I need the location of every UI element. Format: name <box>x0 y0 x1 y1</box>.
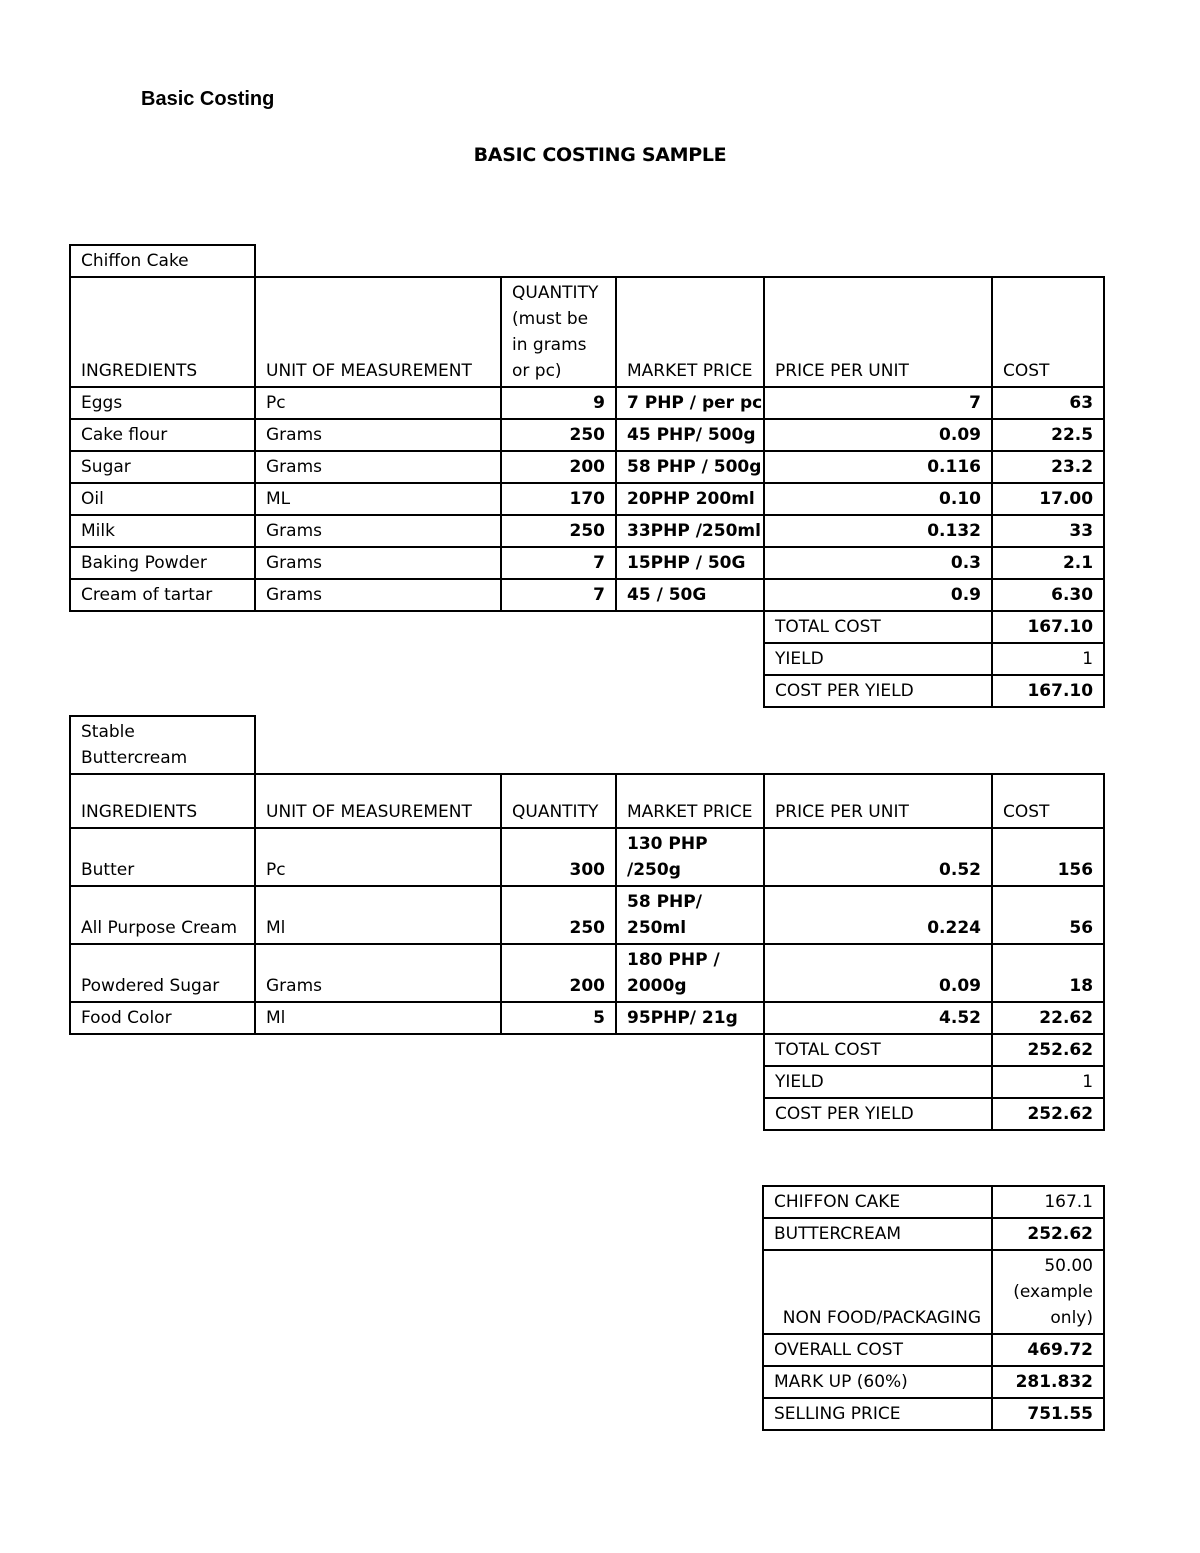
summary-row <box>70 611 1104 643</box>
quantity-cell: 300 <box>501 828 616 886</box>
header-row <box>70 277 1104 387</box>
unit-cell: ML <box>255 483 501 515</box>
cost-cell: 56 <box>992 886 1104 944</box>
overall-label: MARK UP (60%) <box>763 1366 992 1398</box>
summary-label: YIELD <box>764 643 992 675</box>
overall-value: 751.55 <box>992 1398 1104 1430</box>
cost-cell: 6.30 <box>992 579 1104 611</box>
ingredient-cell: Food Color <box>70 1002 255 1034</box>
summary-row <box>70 1066 1104 1098</box>
unit-cell: Grams <box>255 579 501 611</box>
price-per-unit-cell: 0.52 <box>764 828 992 886</box>
quantity-cell: 250 <box>501 515 616 547</box>
table-row <box>70 515 1104 547</box>
quantity-cell: 200 <box>501 944 616 1002</box>
summary-row <box>70 1034 1104 1066</box>
quantity-cell: 170 <box>501 483 616 515</box>
overall-value: 281.832 <box>992 1366 1104 1398</box>
quantity-cell: 200 <box>501 451 616 483</box>
cost-cell: 17.00 <box>992 483 1104 515</box>
unit-cell: Ml <box>255 1002 501 1034</box>
ingredient-cell: Sugar <box>70 451 255 483</box>
unit-cell: Grams <box>255 515 501 547</box>
quantity-cell: 7 <box>501 579 616 611</box>
recipe-name: Stable Buttercream <box>70 716 255 774</box>
summary-value: 1 <box>992 643 1104 675</box>
price-per-unit-cell: 0.116 <box>764 451 992 483</box>
ingredient-cell: Cream of tartar <box>70 579 255 611</box>
overall-label: NON FOOD/PACKAGING <box>763 1250 992 1334</box>
quantity-cell: 7 <box>501 547 616 579</box>
summary-value: 167.10 <box>992 675 1104 707</box>
table-row <box>70 387 1104 419</box>
quantity-cell: 250 <box>501 419 616 451</box>
table-row <box>70 828 1104 886</box>
overall-row <box>763 1250 1104 1334</box>
overall-value: 469.72 <box>992 1334 1104 1366</box>
quantity-cell: 250 <box>501 886 616 944</box>
recipe-name-row <box>70 245 1104 277</box>
table-row <box>70 419 1104 451</box>
summary-label: TOTAL COST <box>764 1034 992 1066</box>
cost-cell: 33 <box>992 515 1104 547</box>
header-row <box>70 774 1104 828</box>
overall-row <box>763 1218 1104 1250</box>
recipe-name: Chiffon Cake <box>70 245 255 277</box>
cost-cell: 22.5 <box>992 419 1104 451</box>
overall-value: 167.1 <box>992 1186 1104 1218</box>
cost-cell: 63 <box>992 387 1104 419</box>
ingredient-cell: Milk <box>70 515 255 547</box>
unit-cell: Grams <box>255 547 501 579</box>
table-row <box>70 886 1104 944</box>
ingredient-cell: Eggs <box>70 387 255 419</box>
header-cost: COST <box>992 774 1104 828</box>
header-cost: COST <box>992 277 1104 387</box>
summary-value: 252.62 <box>992 1098 1104 1130</box>
ingredient-cell: Oil <box>70 483 255 515</box>
ingredient-cell: Baking Powder <box>70 547 255 579</box>
overall-row <box>763 1334 1104 1366</box>
price-per-unit-cell: 4.52 <box>764 1002 992 1034</box>
summary-value: 167.10 <box>992 611 1104 643</box>
cost-cell: 2.1 <box>992 547 1104 579</box>
unit-cell: Ml <box>255 886 501 944</box>
ingredient-cell: Powdered Sugar <box>70 944 255 1002</box>
header-price-per-unit: PRICE PER UNIT <box>764 277 992 387</box>
recipe-name-row <box>70 716 1104 774</box>
document-title: BASIC COSTING SAMPLE <box>473 144 727 166</box>
overall-summary-table <box>762 1185 1105 1431</box>
unit-cell: Pc <box>255 828 501 886</box>
market-price-cell: 7 PHP / per pc <box>616 387 764 419</box>
table-row <box>70 451 1104 483</box>
market-price-cell: 130 PHP /250g <box>616 828 764 886</box>
table-row <box>70 1002 1104 1034</box>
chiffon-cake-table <box>69 244 1105 708</box>
overall-value: 50.00 (example only) <box>992 1250 1104 1334</box>
table-row <box>70 944 1104 1002</box>
quantity-cell: 9 <box>501 387 616 419</box>
market-price-cell: 58 PHP/ 250ml <box>616 886 764 944</box>
ingredient-cell: All Purpose Cream <box>70 886 255 944</box>
summary-row <box>70 643 1104 675</box>
overall-row <box>763 1366 1104 1398</box>
summary-label: COST PER YIELD <box>764 675 992 707</box>
market-price-cell: 33PHP /250ml <box>616 515 764 547</box>
cost-cell: 22.62 <box>992 1002 1104 1034</box>
overall-label: OVERALL COST <box>763 1334 992 1366</box>
price-per-unit-cell: 0.09 <box>764 944 992 1002</box>
summary-row <box>70 1098 1104 1130</box>
market-price-cell: 45 PHP/ 500g <box>616 419 764 451</box>
cost-cell: 18 <box>992 944 1104 1002</box>
header-quantity: QUANTITY <box>501 774 616 828</box>
overall-label: BUTTERCREAM <box>763 1218 992 1250</box>
header-unit: UNIT OF MEASUREMENT <box>255 277 501 387</box>
table-row <box>70 547 1104 579</box>
market-price-cell: 95PHP/ 21g <box>616 1002 764 1034</box>
summary-value: 252.62 <box>992 1034 1104 1066</box>
summary-label: COST PER YIELD <box>764 1098 992 1130</box>
unit-cell: Grams <box>255 419 501 451</box>
header-price-per-unit: PRICE PER UNIT <box>764 774 992 828</box>
overall-label: SELLING PRICE <box>763 1398 992 1430</box>
market-price-cell: 180 PHP / 2000g <box>616 944 764 1002</box>
header-ingredients: INGREDIENTS <box>70 774 255 828</box>
price-per-unit-cell: 0.9 <box>764 579 992 611</box>
market-price-cell: 15PHP / 50G <box>616 547 764 579</box>
market-price-cell: 45 / 50G <box>616 579 764 611</box>
overall-row <box>763 1398 1104 1430</box>
cost-cell: 23.2 <box>992 451 1104 483</box>
price-per-unit-cell: 7 <box>764 387 992 419</box>
ingredient-cell: Butter <box>70 828 255 886</box>
market-price-cell: 20PHP 200ml <box>616 483 764 515</box>
price-per-unit-cell: 0.3 <box>764 547 992 579</box>
header-market-price: MARKET PRICE <box>616 774 764 828</box>
price-per-unit-cell: 0.224 <box>764 886 992 944</box>
quantity-cell: 5 <box>501 1002 616 1034</box>
summary-row <box>70 675 1104 707</box>
price-per-unit-cell: 0.132 <box>764 515 992 547</box>
cost-cell: 156 <box>992 828 1104 886</box>
header-ingredients: INGREDIENTS <box>70 277 255 387</box>
overall-row <box>763 1186 1104 1218</box>
overall-label: CHIFFON CAKE <box>763 1186 992 1218</box>
summary-label: YIELD <box>764 1066 992 1098</box>
table-row <box>70 579 1104 611</box>
unit-cell: Grams <box>255 451 501 483</box>
summary-label: TOTAL COST <box>764 611 992 643</box>
header-market-price: MARKET PRICE <box>616 277 764 387</box>
table-row <box>70 483 1104 515</box>
market-price-cell: 58 PHP / 500g <box>616 451 764 483</box>
summary-value: 1 <box>992 1066 1104 1098</box>
unit-cell: Pc <box>255 387 501 419</box>
document-heading: Basic Costing <box>141 88 275 110</box>
ingredient-cell: Cake flour <box>70 419 255 451</box>
header-unit: UNIT OF MEASUREMENT <box>255 774 501 828</box>
buttercream-table <box>69 715 1105 1131</box>
unit-cell: Grams <box>255 944 501 1002</box>
price-per-unit-cell: 0.10 <box>764 483 992 515</box>
overall-value: 252.62 <box>992 1218 1104 1250</box>
header-quantity: QUANTITY (must be in grams or pc) <box>501 277 616 387</box>
price-per-unit-cell: 0.09 <box>764 419 992 451</box>
